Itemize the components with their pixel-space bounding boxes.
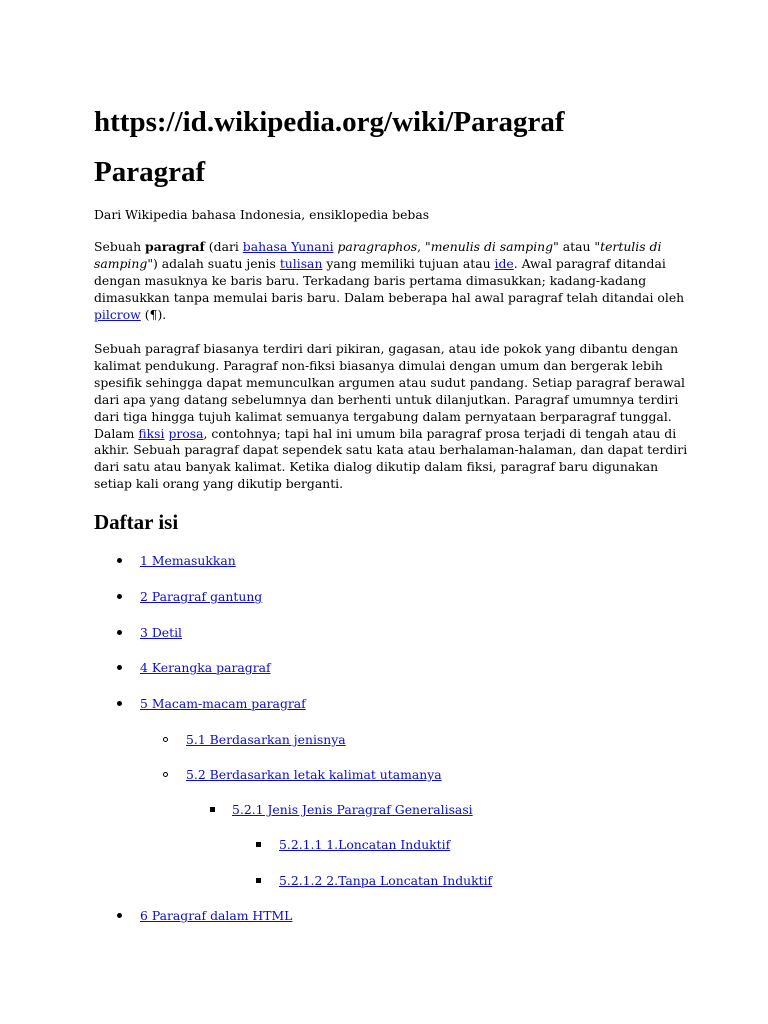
link-fiksi[interactable]: fiksi xyxy=(138,425,165,441)
paragraph-line: dari apa yang datang sebelumnya dan berhenti untuk dilanjutkan. Paragraf umumnya terdiri xyxy=(94,391,679,407)
italic-term: paragraphos xyxy=(337,239,418,254)
paragraph-line xyxy=(94,307,694,324)
toc-item-macam-macam-paragraf[interactable]: 5 Macam-macam paragraf xyxy=(140,696,306,711)
bold-term: paragraf xyxy=(145,239,205,254)
toc-item-loncatan-induktif[interactable]: 5.2.1.1 1.Loncatan Induktif xyxy=(279,837,451,852)
text-run: (dari xyxy=(204,239,243,254)
paragraph-line: dari satu atau banyak kalimat. Ketika dialog dikutip dalam fiksi, paragraf baru digunakan xyxy=(94,459,659,475)
text-run: " atau " xyxy=(553,239,601,254)
text-run: , contohnya; tapi hal ini umum bila paragraf prosa terjadi di tengah atau di xyxy=(203,425,677,441)
link-bahasa-yunani[interactable]: bahasa Yunani xyxy=(242,239,334,254)
paragraph-line: dimasukkan tanpa memulai baris baru. Dalam beberapa hal awal paragraf telah ditandai oleh xyxy=(94,289,685,305)
paragraph-line xyxy=(94,239,694,256)
text-run: , " xyxy=(417,239,431,254)
paragraph-line: kalimat pendukung. Paragraf non-fiksi biasanya dimulai dengan umum dan bergerak lebih xyxy=(94,357,663,373)
bullet-disc-icon xyxy=(117,701,122,706)
toc-item-kerangka-paragraf[interactable]: 4 Kerangka paragraf xyxy=(140,660,271,675)
paragraph-line: setiap kali orang yang dikutip berganti. xyxy=(94,476,344,492)
toc-item-paragraf-dalam-html[interactable]: 6 Paragraf dalam HTML xyxy=(140,908,293,923)
bullet-square-icon xyxy=(256,878,261,883)
text-run: (¶). xyxy=(140,306,167,322)
italic-term: menulis di samping xyxy=(430,239,554,254)
bullet-square-icon xyxy=(210,807,215,812)
toc-item-berdasarkan-jenisnya[interactable]: 5.1 Berdasarkan jenisnya xyxy=(186,732,346,747)
toc-item-paragraf-gantung[interactable]: 2 Paragraf gantung xyxy=(140,589,263,604)
italic-term: tertulis di xyxy=(600,239,662,254)
bullet-circle-icon xyxy=(163,772,168,777)
body-paragraph xyxy=(94,341,694,493)
bullet-square-icon xyxy=(256,842,261,847)
text-run: yang memiliki tujuan atau xyxy=(322,255,495,271)
paragraph-line: dengan masuknya ke baris baru. Terkadang baris pertama dimasukkan; kadang-kadang xyxy=(94,272,647,288)
intro-paragraph xyxy=(94,239,694,324)
text-run: Sebuah xyxy=(94,239,146,254)
link-tulisan[interactable]: tulisan xyxy=(279,255,323,271)
bullet-disc-icon xyxy=(117,665,122,670)
bullet-disc-icon xyxy=(117,630,122,635)
page-title: Paragraf xyxy=(94,156,206,188)
paragraph-line xyxy=(94,256,694,273)
bullet-disc-icon xyxy=(117,594,122,599)
toc-item-detil[interactable]: 3 Detil xyxy=(140,625,182,640)
text-run: ") adalah suatu jenis xyxy=(147,255,280,271)
paragraph-line: Sebuah paragraf biasanya terdiri dari pikiran, gagasan, atau ide pokok yang dibantu dengan xyxy=(94,341,679,356)
paragraph-line: spesifik sehingga dapat memunculkan argumen atau sudut pandang. Setiap paragraf berawal xyxy=(94,374,685,390)
bullet-disc-icon xyxy=(117,558,122,563)
site-tagline: Dari Wikipedia bahasa Indonesia, ensiklopedia bebas xyxy=(94,207,430,222)
link-prosa[interactable]: prosa xyxy=(168,425,204,441)
link-pilcrow[interactable]: pilcrow xyxy=(94,306,141,322)
text-run: Dalam xyxy=(94,425,139,441)
italic-term: samping xyxy=(94,255,148,271)
paragraph-line: akhir. Sebuah paragraf dapat sependek satu kata atau berhalaman-halaman, dan dapat terdiri xyxy=(94,442,688,458)
toc-heading: Daftar isi xyxy=(94,510,179,534)
paragraph-line: dari tiga hingga tujuh kalimat semuanya tergabung dalam pernyataan berparagraf tunggal. xyxy=(94,408,672,424)
toc-item-berdasarkan-letak[interactable]: 5.2 Berdasarkan letak kalimat utamanya xyxy=(186,767,442,782)
url-heading: https://id.wikipedia.org/wiki/Paragraf xyxy=(94,106,565,138)
bullet-circle-icon xyxy=(163,737,168,742)
paragraph-line xyxy=(94,426,694,443)
text-run: . Awal paragraf ditandai xyxy=(513,255,666,271)
toc-item-jenis-jenis-paragraf[interactable]: 5.2.1 Jenis Jenis Paragraf Generalisasi xyxy=(232,802,473,817)
toc-item-memasukkan[interactable]: 1 Memasukkan xyxy=(140,553,236,568)
bullet-disc-icon xyxy=(117,913,122,918)
link-ide[interactable]: ide xyxy=(494,255,514,271)
toc-item-tanpa-loncatan-induktif[interactable]: 5.2.1.2 2.Tanpa Loncatan Induktif xyxy=(279,873,493,888)
